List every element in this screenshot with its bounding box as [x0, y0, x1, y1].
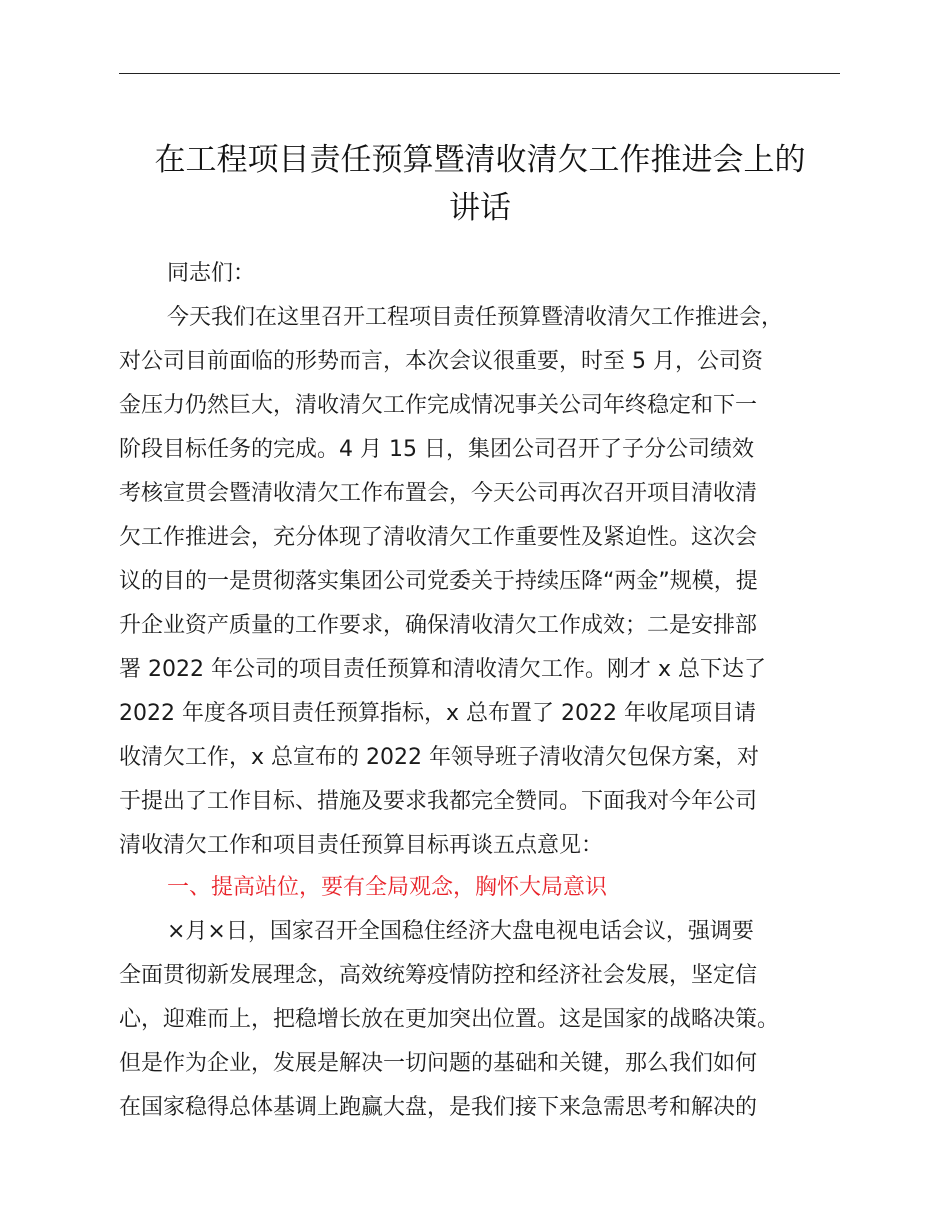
paragraph-line: 阶段目标任务的完成。4 月 15 日，集团公司召开了子分公司绩效	[119, 437, 754, 462]
paragraph-line: 2022 年度各项目责任预算指标，x 总布置了 2022 年收尾项目请	[119, 701, 756, 726]
paragraph-line: 收清欠工作，x 总宣布的 2022 年领导班子清收清欠包保方案，对	[119, 745, 759, 770]
salutation: 同志们：	[167, 261, 256, 286]
paragraph-line: 今天我们在这里召开工程项目责任预算暨清收清欠工作推进会，	[167, 305, 784, 330]
paragraph-line: 署 2022 年公司的项目责任预算和清收清欠工作。刚才 x 总下达了	[119, 657, 766, 682]
paragraph-line: 在国家稳得总体基调上跑赢大盘，是我们接下来急需思考和解决的	[119, 1095, 758, 1120]
paragraph-line: 清收清欠工作和项目责任预算目标再谈五点意见：	[119, 833, 604, 858]
header-rule	[119, 73, 840, 74]
paragraph-line: 考核宣贯会暨清收清欠工作布置会，今天公司再次召开项目清收清	[119, 481, 758, 506]
paragraph-line: ×月×日，国家召开全国稳住经济大盘电视电话会议，强调要	[167, 919, 754, 944]
paragraph-line: 但是作为企业，发展是解决一切问题的基础和关键，那么我们如何	[119, 1051, 758, 1076]
paragraph-line: 于提出了工作目标、措施及要求我都完全赞同。下面我对今年公司	[119, 789, 758, 814]
paragraph-line: 金压力仍然巨大，清收清欠工作完成情况事关公司年终稳定和下一	[119, 393, 758, 418]
paragraph-line: 议的目的一是贯彻落实集团公司党委关于持续压降“两金”规模，提	[119, 569, 758, 594]
document-title	[110, 136, 850, 232]
section-heading: 一、提高站位，要有全局观念，胸怀大局意识	[167, 875, 608, 900]
paragraph-line: 心，迎难而上，把稳增长放在更加突出位置。这是国家的战略决策。	[119, 1007, 780, 1032]
paragraph-line: 全面贯彻新发展理念，高效统筹疫情防控和经济社会发展，坚定信	[119, 963, 758, 988]
title-line-1: 在工程项目责任预算暨清收清欠工作推进会上的	[154, 142, 806, 178]
paragraph-line: 升企业资产质量的工作要求，确保清收清欠工作成效；二是安排部	[119, 613, 758, 638]
paragraph-line: 欠工作推进会，充分体现了清收清欠工作重要性及紧迫性。这次会	[119, 525, 758, 550]
title-line-2: 讲话	[449, 190, 511, 226]
paragraph-line: 对公司目前面临的形势而言，本次会议很重要，时至 5 月，公司资	[119, 349, 763, 374]
